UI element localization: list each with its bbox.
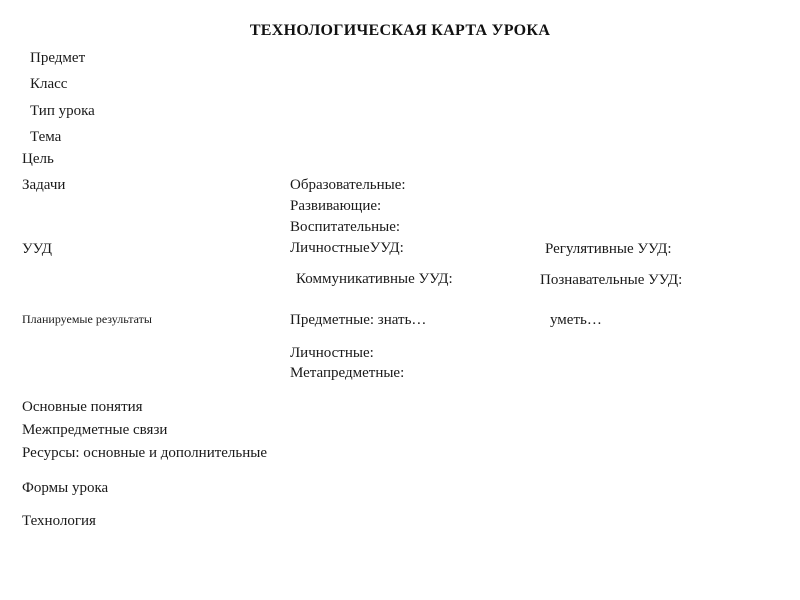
label-uud: УУД <box>22 241 52 257</box>
label-theme: Тема <box>30 129 62 145</box>
label-interdisciplinary: Межпредметные связи <box>22 422 168 438</box>
label-planned-results: Планируемые результаты <box>22 312 152 326</box>
label-lesson-forms: Формы урока <box>22 480 109 496</box>
label-goal: Цель <box>22 151 54 167</box>
page-title: ТЕХНОЛОГИЧЕСКАЯ КАРТА УРОКА <box>249 22 551 39</box>
label-uud-personal: ЛичностныеУУД: <box>290 240 404 256</box>
label-results-subject-know: Предметные: знать… <box>290 312 427 328</box>
label-uud-cognitive: Познавательные УУД: <box>540 272 683 288</box>
label-tasks-upbringing: Воспитательные: <box>290 219 401 235</box>
label-tasks-educational: Образовательные: <box>290 177 406 193</box>
label-tasks-developing: Развивающие: <box>290 198 382 214</box>
label-lesson-type: Тип урока <box>30 103 95 119</box>
label-class: Класс <box>30 76 68 92</box>
label-technology: Технология <box>22 513 96 529</box>
label-results-personal: Личностные: <box>290 345 374 361</box>
label-results-meta-subject: Метапредметные: <box>290 365 405 381</box>
label-uud-regulatory: Регулятивные УУД: <box>545 241 672 257</box>
label-uud-communicative: Коммуникативные УУД: <box>296 271 453 287</box>
label-resources: Ресурсы: основные и дополнительные <box>22 445 268 461</box>
label-subject: Предмет <box>30 50 86 66</box>
label-tasks: Задачи <box>22 177 66 193</box>
label-results-subject-able: уметь… <box>550 312 602 328</box>
label-basic-concepts: Основные понятия <box>22 399 143 415</box>
